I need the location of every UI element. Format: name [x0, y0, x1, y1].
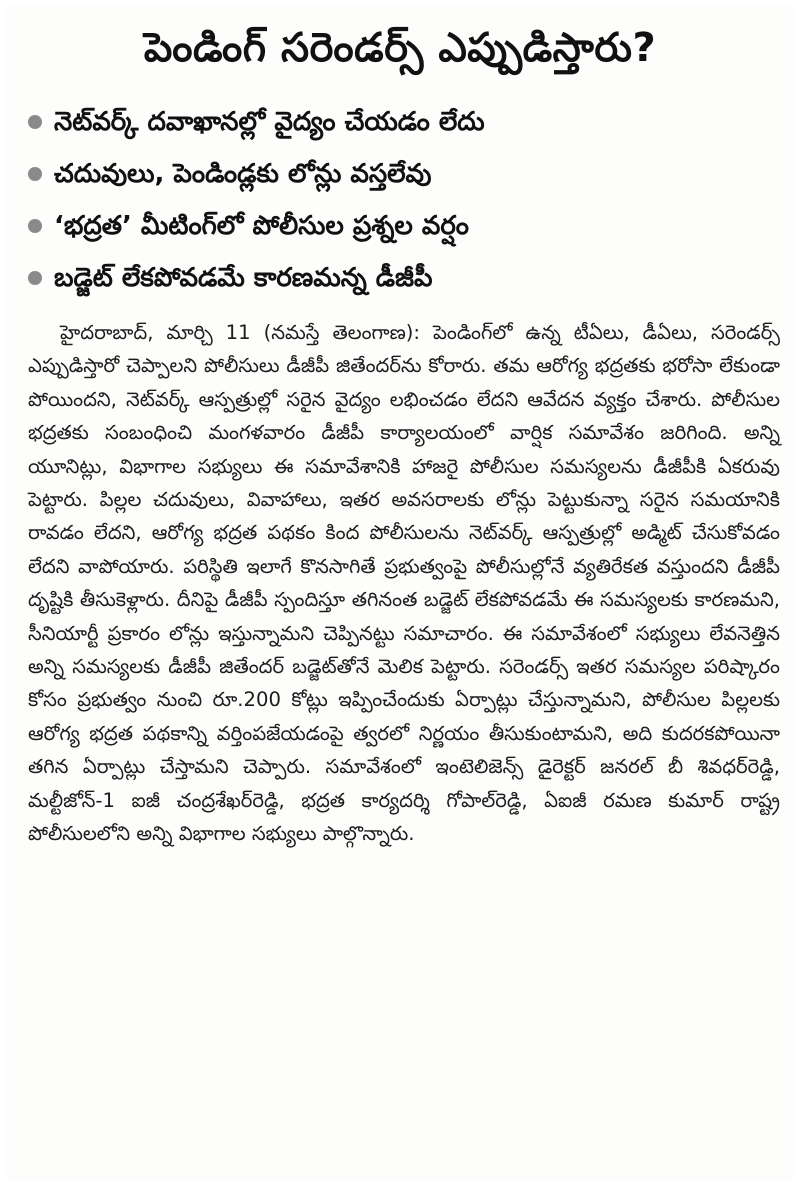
bullet-dot-icon — [28, 271, 42, 285]
bullet-dot-icon — [28, 167, 42, 181]
highlight-item — [28, 252, 794, 304]
highlight-item — [28, 96, 794, 148]
newspaper-clipping — [6, 6, 794, 1182]
highlight-text: నెట్‌వర్క్ దవాఖానల్లో వైద్యం చేయడం లేదు — [54, 107, 485, 137]
bullet-dot-icon — [28, 115, 42, 129]
highlight-item — [28, 148, 794, 200]
highlight-text: బడ్జెట్ లేకపోవడమే కారణమన్న డీజీపీ — [54, 263, 433, 293]
article-body: హైదరాబాద్, మార్చి 11 (నమస్తే తెలంగాణ): పెండింగ్‌లో ఉన్న టీఏలు, డీఏలు, సరెండర్స్ ఎప్పుడిస్తారో చెప్పాలని పోలీసులు డీజీపీ జితేందర్‌ను కోరారు. తమ ఆరోగ్య భద్రతకు భరోసా లేకుండా పోయిందని, నెట్‌వర్క్ ఆస్పత్రుల్లో సరైన వైద్యం లభించడం లేదని ఆవేదన వ్యక్తం చేశారు. పోలీసుల భద్రతకు సంబంధించి మంగళవారం డీజీపీ కార్యాలయంలో వార్షిక సమావేశం జరిగింది. అన్ని యూనిట్లు, విభాగాల సభ్యులు ఈ సమావేశానికి హాజరై పోలీసుల సమస్యలను డీజీపీకి ఏకరువు పెట్టారు. పిల్లల చదువులు, వివాహాలు, ఇతర అవసరాలకు లోన్లు పెట్టుకున్నా సరైన సమయానికి రావడం లేదని, ఆరోగ్య భద్రత పథకం కింద పోలీసులను నెట్‌వర్క్ ఆస్పత్రుల్లో అడ్మిట్ చేసుకోవడం లేదని వాపోయారు. పరిస్థితి ఇలాగే కొనసాగితే ప్రభుత్వంపై పోలీసుల్లోనే వ్యతిరేకత వస్తుందని డీజీపీ దృష్టికి తీసుకెళ్లారు. దీనిపై డీజీపీ స్పందిస్తూ తగినంత బడ్జెట్ లేకపోవడమే ఈ సమస్యలకు కారణమని, సీనియార్టీ ప్రకారం లోన్లు ఇస్తున్నామని చెప్పినట్టు సమాచారం. ఈ సమావేశంలో సభ్యులు లేవనెత్తిన అన్ని సమస్యలకు డీజీపీ జితేందర్ బడ్జెట్‌తోనే మెలిక పెట్టారు. సరెండర్స్ ఇతర సమస్యల పరిష్కారం కోసం ప్రభుత్వం నుంచి రూ.200 కోట్లు ఇప్పించేందుకు ఏర్పాట్లు చేస్తున్నామని, పోలీసుల పిల్లలకు ఆరోగ్య భద్రత పథకాన్ని వర్తింపజేయడంపై త్వరలో నిర్ణయం తీసుకుంటామని, అది కుదరకపోయినా తగిన ఏర్పాట్లు చేస్తామని చెప్పారు. సమావేశంలో ఇంటెలిజెన్స్ డైరెక్టర్ జనరల్ బీ శివధర్‌రెడ్డి, మల్టీజోన్-1 ఐజీ చంద్రశేఖర్‌రెడ్డి, భద్రత కార్యదర్శి గోపాల్‌రెడ్డి, ఏఐజీ రమణ కుమార్ రాష్ట్ర పోలీసులలోని అన్ని విభాగాల సభ్యులు పాల్గొన్నారు. — [28, 321, 780, 846]
highlight-item — [28, 200, 794, 252]
highlights-list — [6, 96, 794, 304]
bullet-dot-icon — [28, 219, 42, 233]
headline: పెండింగ్ సరెండర్స్ ఎప్పుడిస్తారు? — [143, 25, 657, 71]
highlight-text: ‘భద్రత’ మీటింగ్‌లో పోలీసుల ప్రశ్నల వర్షం — [54, 211, 469, 241]
highlight-text: చదువులు, పెండిండ్లకు లోన్లు వస్తలేవు — [54, 159, 432, 189]
